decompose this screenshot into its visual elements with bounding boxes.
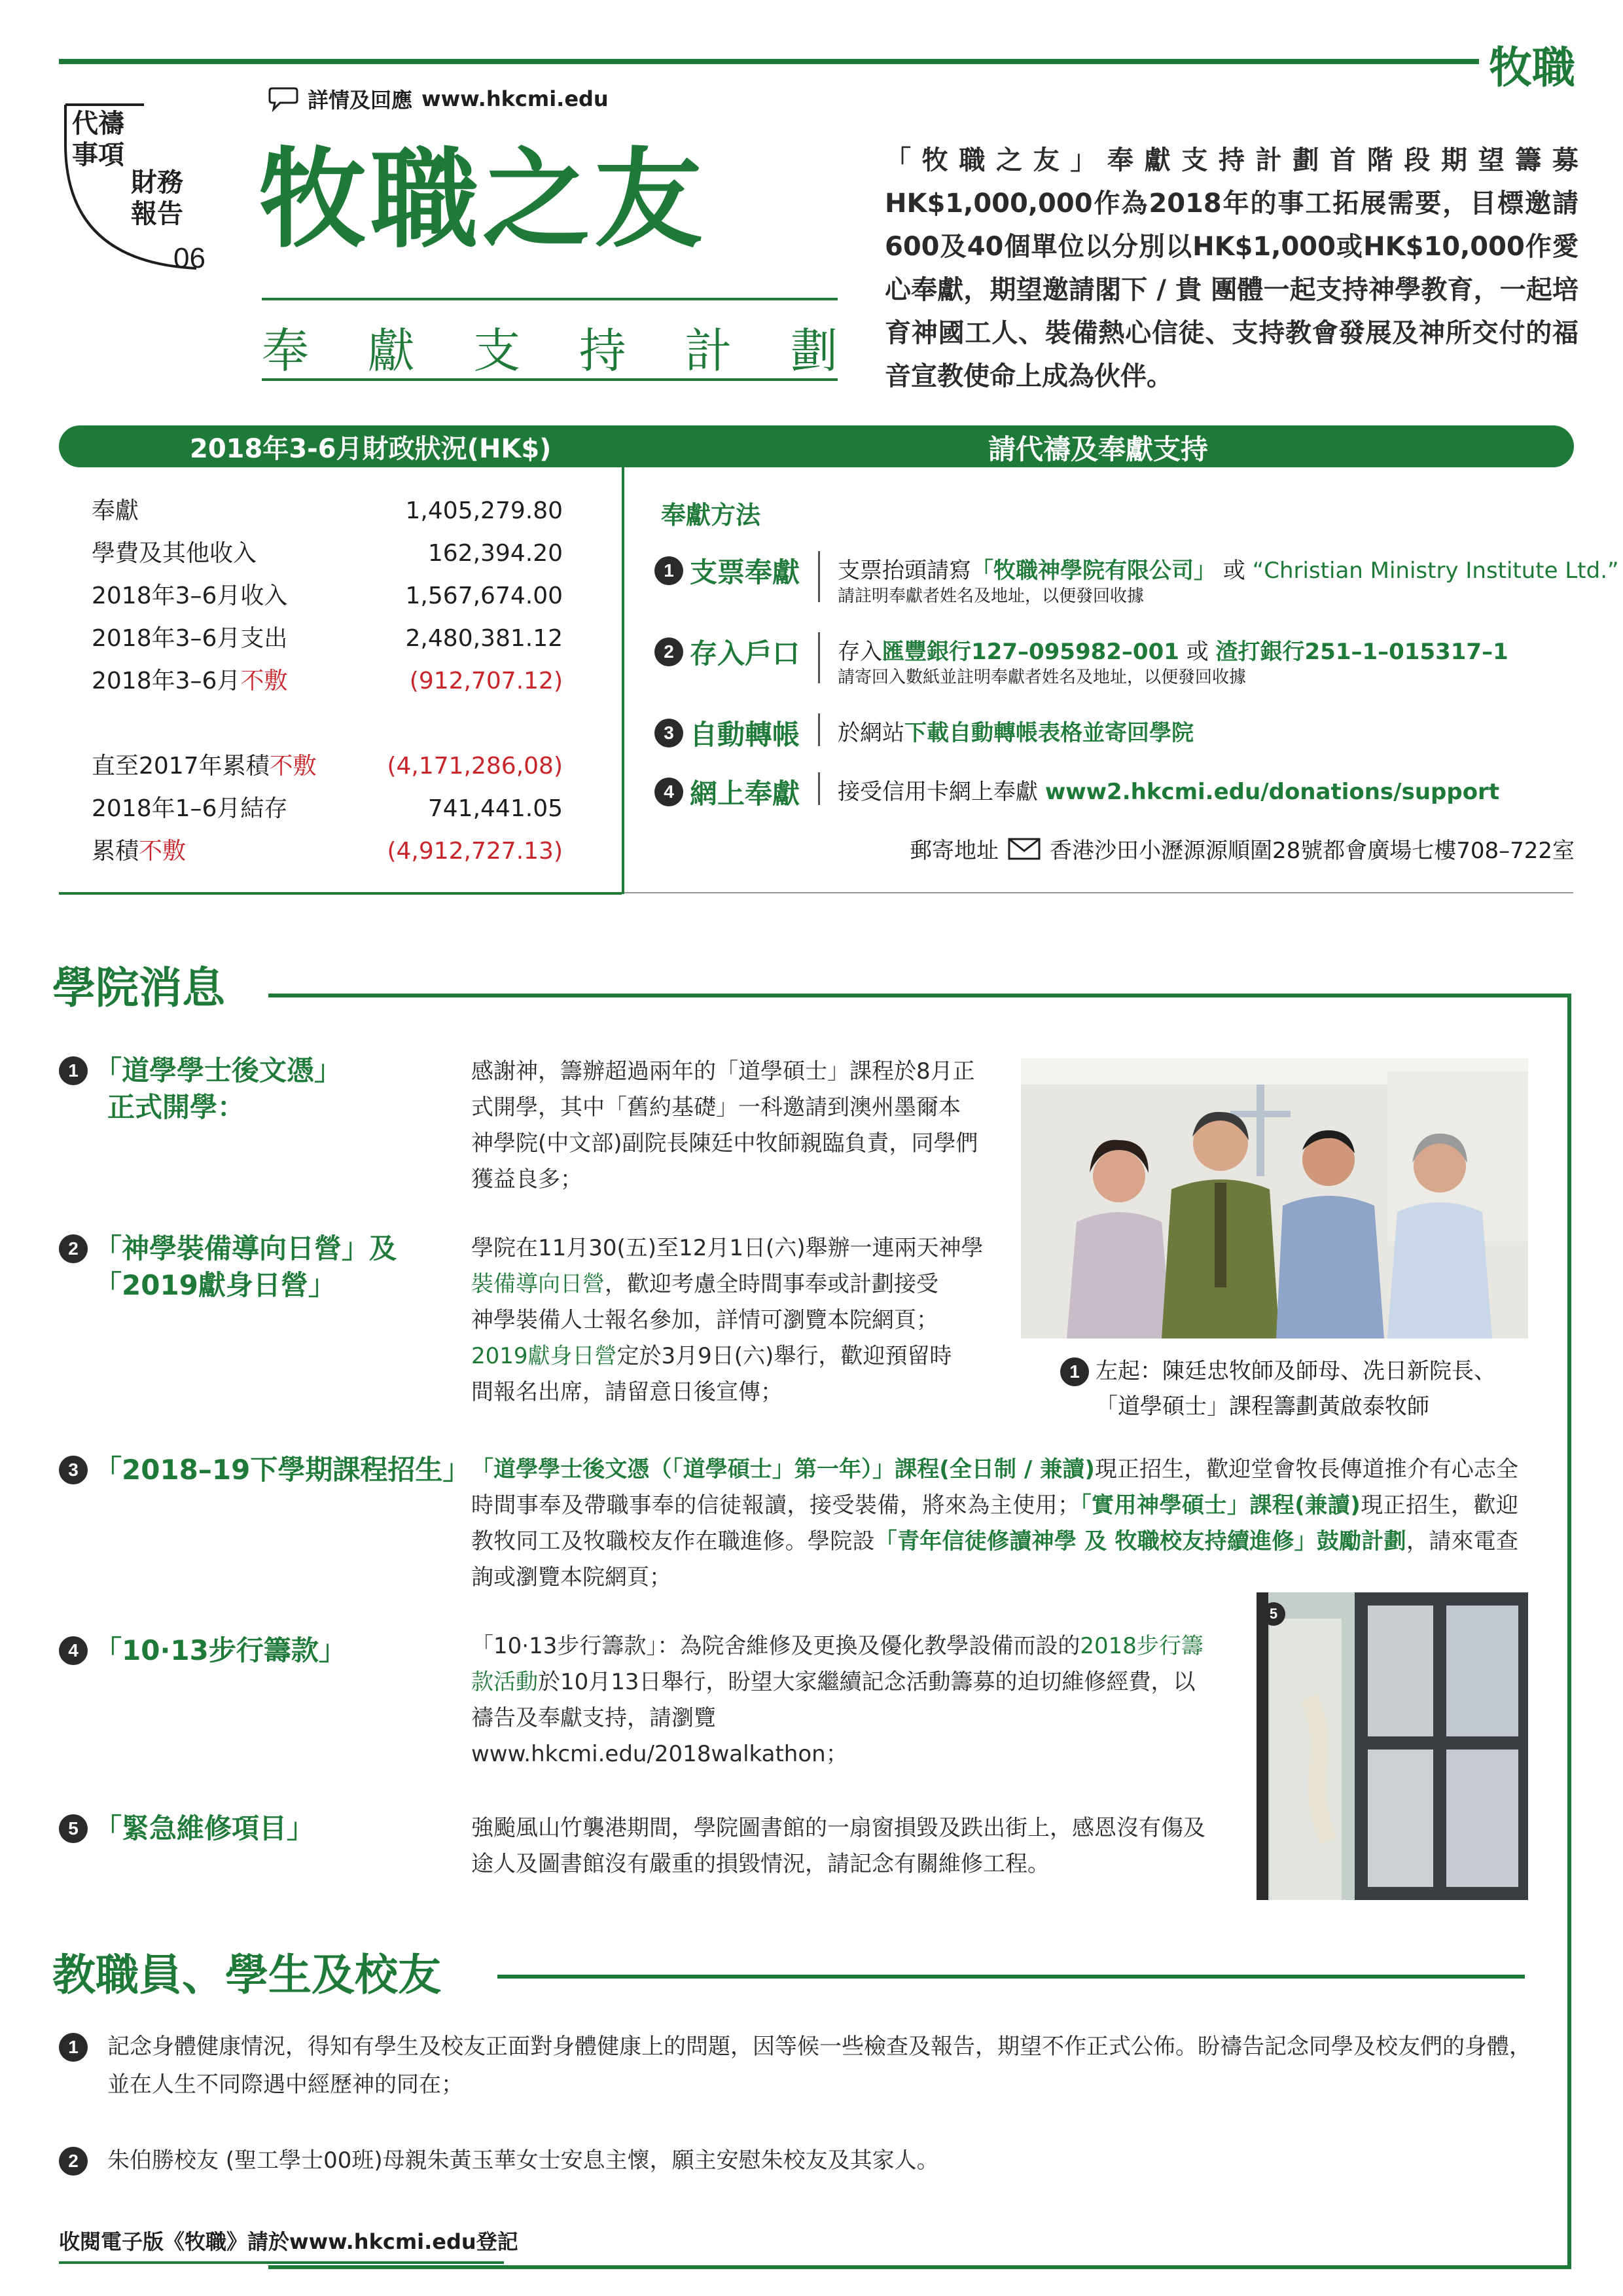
logo-title: 牧職之友 — [259, 137, 706, 262]
page-number: 06 — [173, 242, 205, 274]
footer-note: 收閱電子版《牧職》請於www.hkcmi.edu登記 — [59, 2229, 518, 2254]
donation-heading: 請代禱及奉獻支持 — [988, 433, 1209, 465]
damaged-window-photo — [1257, 1592, 1528, 1900]
info-label: 詳情及回應 — [308, 88, 413, 113]
news-item-3-title: 3 「2018–19下學期課程招生」 — [59, 1452, 470, 1488]
finance-bottom-rule — [59, 892, 622, 895]
logo-rule-top — [262, 298, 838, 300]
news-item-2-title: 2 「神學裝備導向日營」及 「2019獻身日營」 — [59, 1230, 397, 1304]
finance-row-accumulated-2017: 直至2017年累積不敷 (4,171,286,08) — [92, 753, 563, 780]
news-section-title: 學院消息 — [52, 962, 238, 1014]
finance-table — [92, 490, 563, 872]
section-banner — [59, 425, 1574, 467]
top-rule — [59, 59, 1479, 64]
news-item-4-title: 4 「10·13步行籌款」 — [59, 1632, 346, 1669]
envelope-icon — [1008, 838, 1041, 860]
donation-methods-title: 奉獻方法 — [661, 501, 761, 529]
finance-row: 2018年3–6月收入 1,567,674.00 — [92, 583, 563, 609]
news-item-5-body: 強颱風山竹襲港期間，學院圖書館的一扇窗損毀及跌出街上，感恩沒有傷及途人及圖書館沒有嚴重的損毀情況，請記念有關維修工程。 — [471, 1815, 1205, 1877]
corner-label-finance: 財務 報告 — [131, 168, 183, 229]
footer-rule — [59, 2261, 504, 2264]
donation-bottom-rule — [624, 892, 1573, 893]
news-item-4-body: 「10·13步行籌款」：為院舍維修及更換及優化教學設備而設的2018步行籌款活動於10月13日舉行，盼望大家繼續記念活動籌募的迫切維修經費，以禱告及奉獻支持，請瀏覽 www.hkcmi.edu/2018walkathon； — [471, 1633, 1204, 1767]
staff-item-2: 2 朱伯勝校友 (聖工學士00班)母親朱黃玉華女士安息主懷，願主安慰朱校友及其家人。 — [59, 2142, 1531, 2179]
staff-section-title: 教職員、學生及校友 — [52, 1949, 454, 2001]
news-item-1-title: 1 「道學學士後文憑」 正式開學： — [59, 1052, 342, 1126]
finance-heading: 2018年3-6月財政狀況(HK$) — [190, 434, 552, 464]
finance-row: 奉獻 1,405,279.80 — [92, 497, 563, 524]
news-item-2-body: 學院在11月30(五)至12月1日(六)舉辦一連兩天神學 裝備導向日營，歡迎考慮全時間事奉或計劃接受 神學裝備人士報名參加，詳情可瀏覽本院網頁； 2019獻身日營定於3月9日(六)舉行，歡迎預留時 間報名出席，請留意日後宣傳； — [471, 1235, 984, 1405]
intro-paragraph: 「牧職之友」奉獻支持計劃首階段期望籌募HK$1,000,000作為2018年的事工拓展需要，目標邀請600及40個單位以分別以HK$1,000或HK$10,000作愛心奉獻，期望邀請閣下 / 貴 團體一起支持神學教育，一起培育神國工人、裝備熱心信徒、支持教會發展及神所交付的福音宣教使命上成為伙伴。 — [885, 145, 1578, 391]
news-item-5-title: 5 「緊急維修項目」 — [59, 1810, 314, 1847]
column-divider — [622, 467, 624, 894]
finance-row: 2018年3–6月支出 2,480,381.12 — [92, 625, 563, 652]
staff-item-1: 1 記念身體健康情況，得知有學生及校友正面對身體健康上的問題，因等候一些檢查及報告，期望不作正式公佈。盼禱告記念同學及校友們的身體，並在人生不同際遇中經歷神的同在； — [59, 2028, 1531, 2104]
info-url[interactable]: www.hkcmi.edu — [421, 86, 609, 111]
brand-mark: 牧職 — [1489, 42, 1575, 93]
photo-number-badge: 5 — [1262, 1602, 1285, 1626]
mailing-address: 郵寄地址 香港沙田小瀝源源順圍28號都會廣場七樓708–722室 — [910, 838, 1575, 864]
news-item-1-body: 感謝神，籌辦超過兩年的「道學碩士」課程於8月正式開學，其中「舊約基礎」一科邀請到澳州墨爾本神學院(中文部)副院長陳廷中牧師親臨負責，同學們獲益良多； — [471, 1058, 978, 1193]
speech-bubble-icon — [268, 86, 298, 112]
finance-row: 學費及其他收入 162,394.20 — [92, 540, 563, 567]
logo-rule-bottom — [262, 378, 838, 381]
photo-caption: 1 左起：陳廷忠牧師及師母、冼日新院長、 「道學碩士」課程籌劃黃啟泰牧師 — [1060, 1354, 1496, 1424]
finance-row-accumulated-total: 累積不敷 (4,912,727.13) — [92, 838, 563, 865]
finance-row-balance: 2018年1–6月結存 741,441.05 — [92, 795, 563, 822]
corner-label-prayer: 代禱 事項 — [72, 109, 124, 170]
finance-row-deficit: 2018年3–6月不敷 (912,707.12) — [92, 668, 563, 694]
logo-subtitle: 奉 獻 支 持 計 劃 — [262, 323, 838, 378]
info-line — [268, 84, 609, 114]
group-photo — [1021, 1058, 1528, 1338]
news-item-3-body: 「道學學士後文憑（「道學碩士」第一年）」課程(全日制 / 兼讀)現正招生，歡迎堂會牧長傳道推介有心志全時間事奉及帶職事奉的信徒報讀，接受裝備，將來為主使用；「實用神學碩士」課程(兼讀)現正招生，歡迎教牧同工及牧職校友作在職進修。學院設「青年信徒修讀神學 及 牧職校友持續進修」鼓勵計劃，請來電查詢或瀏覽本院網頁； — [471, 1456, 1519, 1590]
staff-section-rule — [497, 1975, 1525, 1979]
